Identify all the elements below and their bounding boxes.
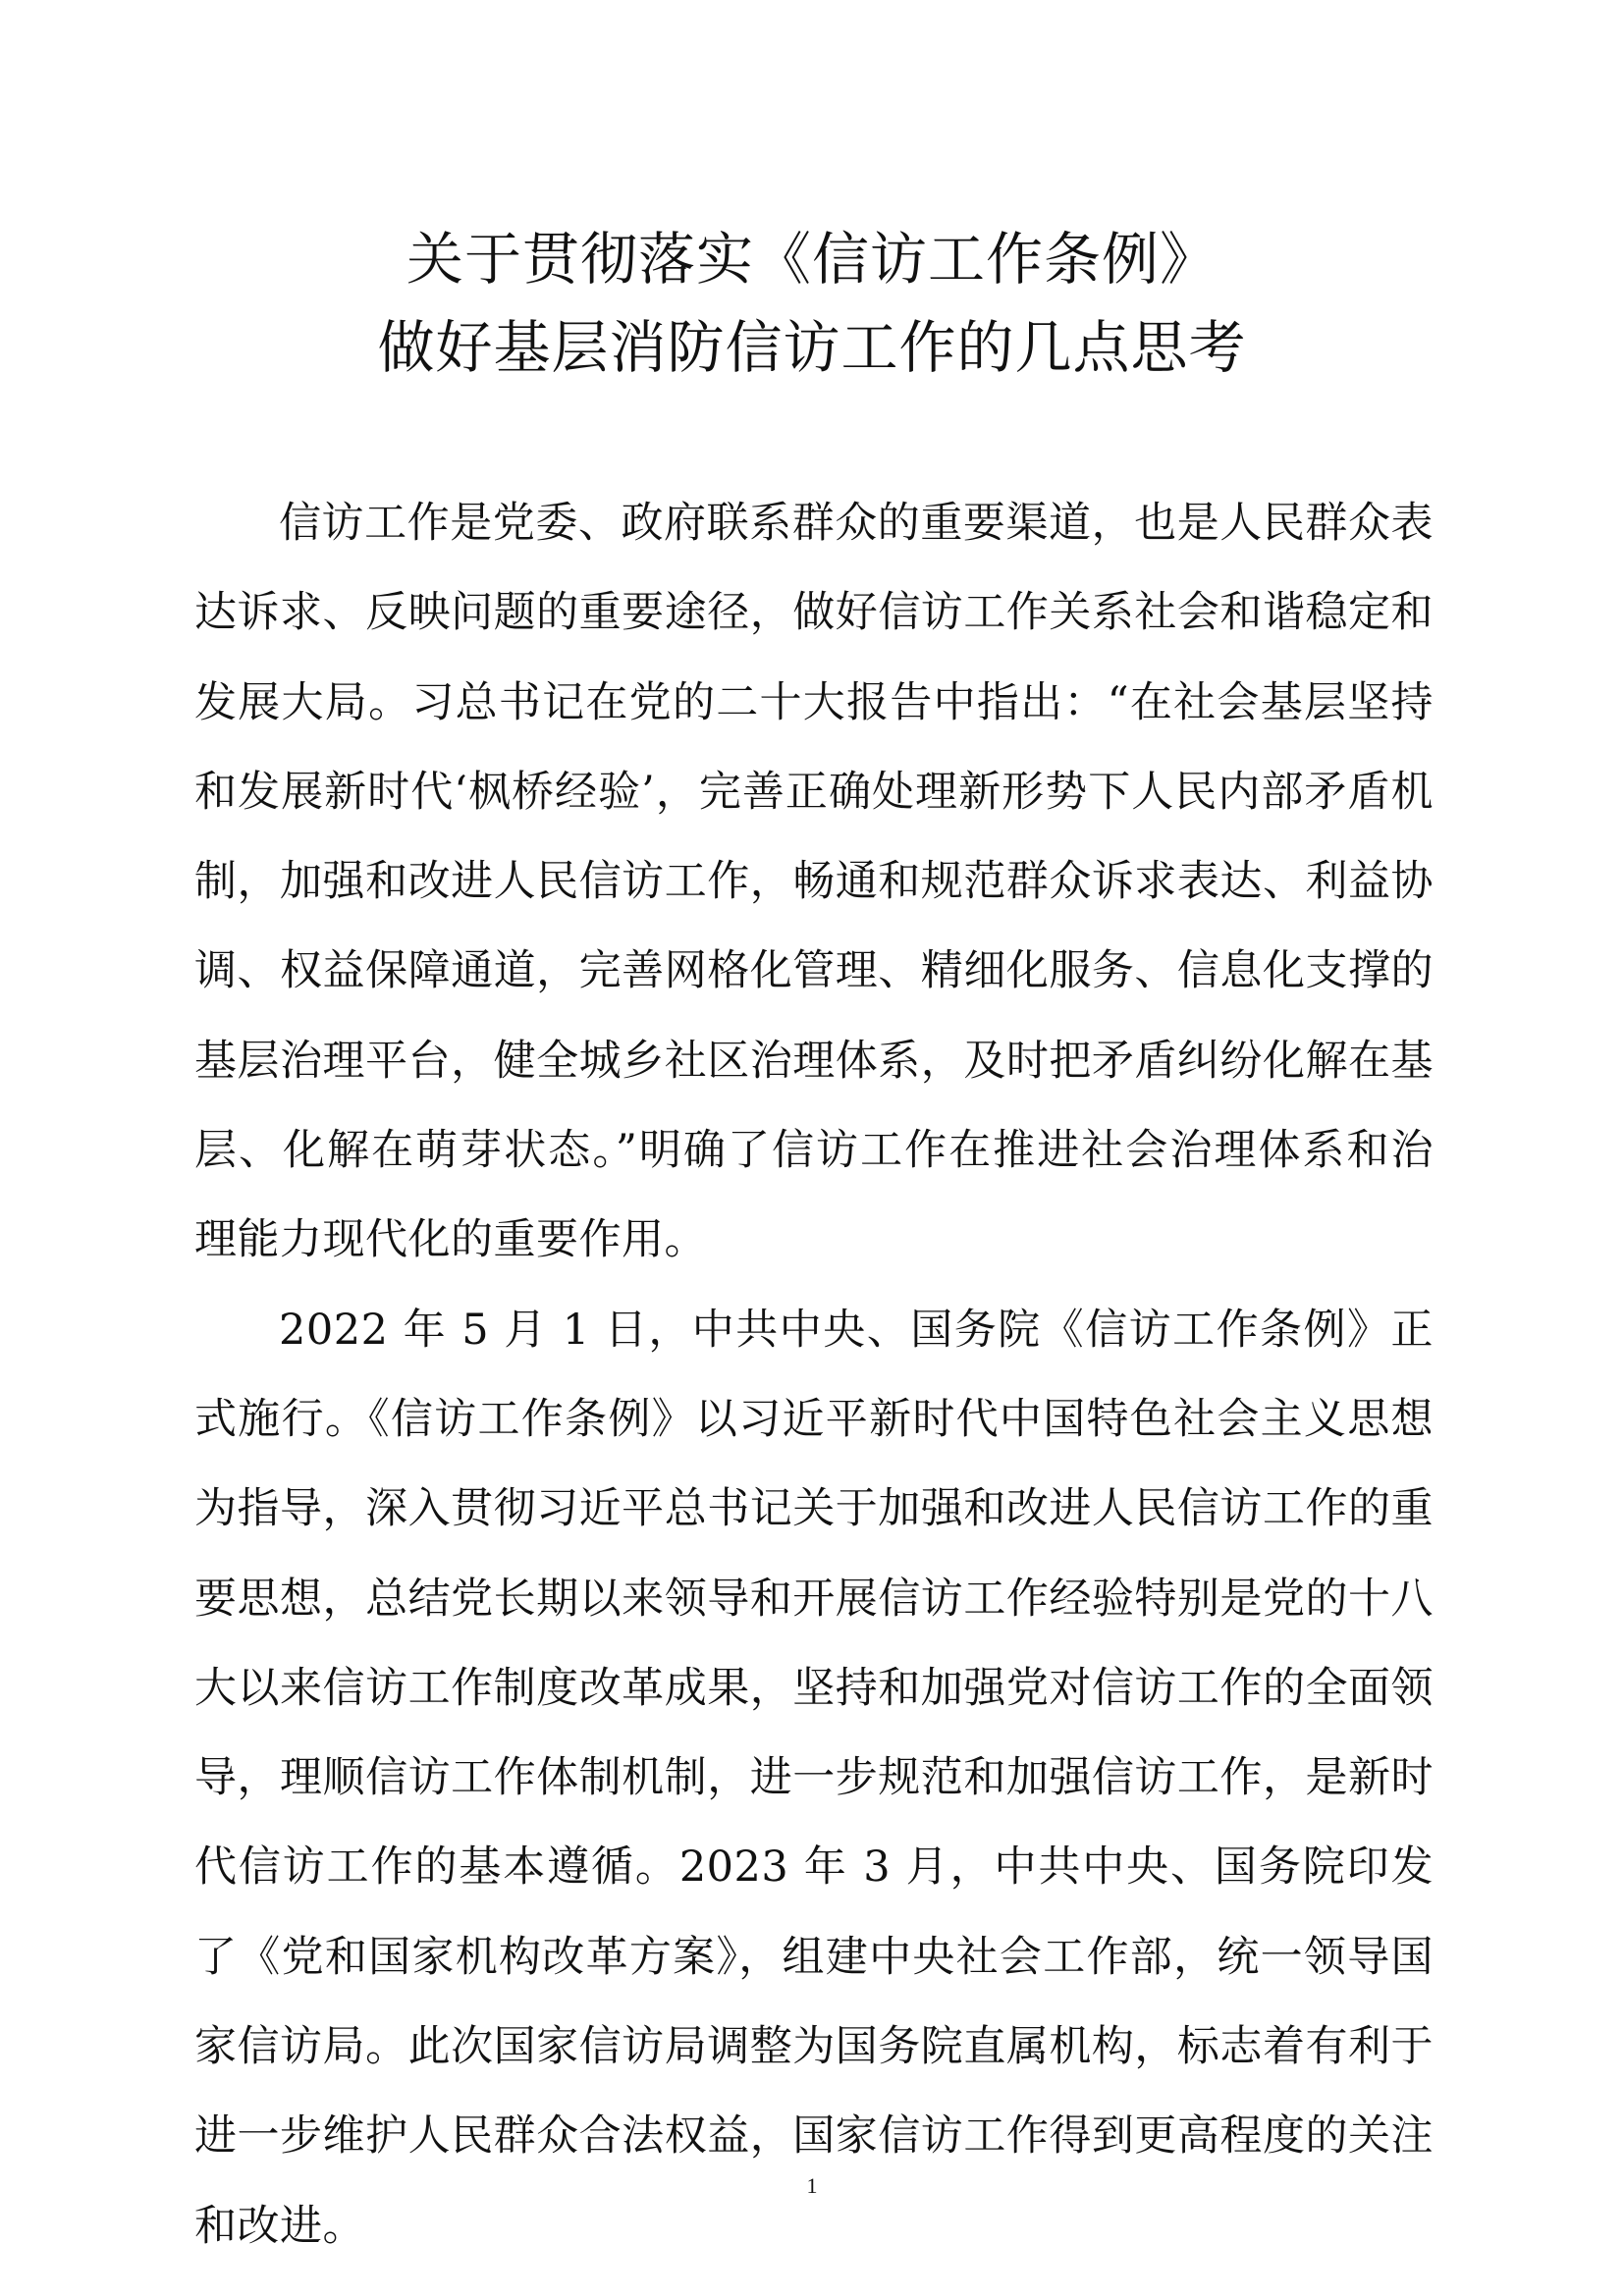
document-title-line-1: 关于贯彻落实《信访工作条例》 <box>406 226 1218 293</box>
page-number: 1 <box>806 2173 818 2198</box>
paragraph-1: 信访工作是党委、政府联系群众的重要渠道，也是人民群众表达诉求、反映问题的重要途径，做好信访工作关系社会和谐稳定和发展大局。习总书记在党的二十大报告中指出：“在社会基层坚持和发展新时代‘枫桥经验’，完善正确处理新形势下人民内部矛盾机制，加强和改进人民信访工作，畅通和规范群众诉求表达、利益协调、权益保障通道，完善网格化管理、精细化服务、信息化支撑的基层治理平台，健全城乡社区治理体系，及时把矛盾纠纷化解在基层、化解在萌芽状态。”明确了信访工作在推进社会治理体系和治理能力现代化的重要作用。 <box>194 499 1434 1265</box>
paragraph-2: 2022 年 5 月 1 日，中共中央、国务院《信访工作条例》正式施行。《信访工作条例》以习近平新时代中国特色社会主义思想为指导，深入贯彻习近平总书记关于加强和改进人民信访工作的重要思想，总结党长期以来领导和开展信访工作经验特别是党的十八大以来信访工作制度改革成果，坚持和加强党对信访工作的全面领导，理顺信访工作体制机制，进一步规范和加强信访工作，是新时代信访工作的基本遵循。2023 年 3 月，中共中央、国务院印发了《党和国家机构改革方案》，组建中央社会工作部，统一领导国家信访局。此次国家信访局调整为国务院直属机构，标志着有利于进一步维护人民群众合法权益，国家信访工作得到更高程度的关注和改进。 <box>194 1305 1434 2251</box>
document-body <box>194 479 1434 2271</box>
document-title-line-2: 做好基层消防信访工作的几点思考 <box>377 314 1247 381</box>
